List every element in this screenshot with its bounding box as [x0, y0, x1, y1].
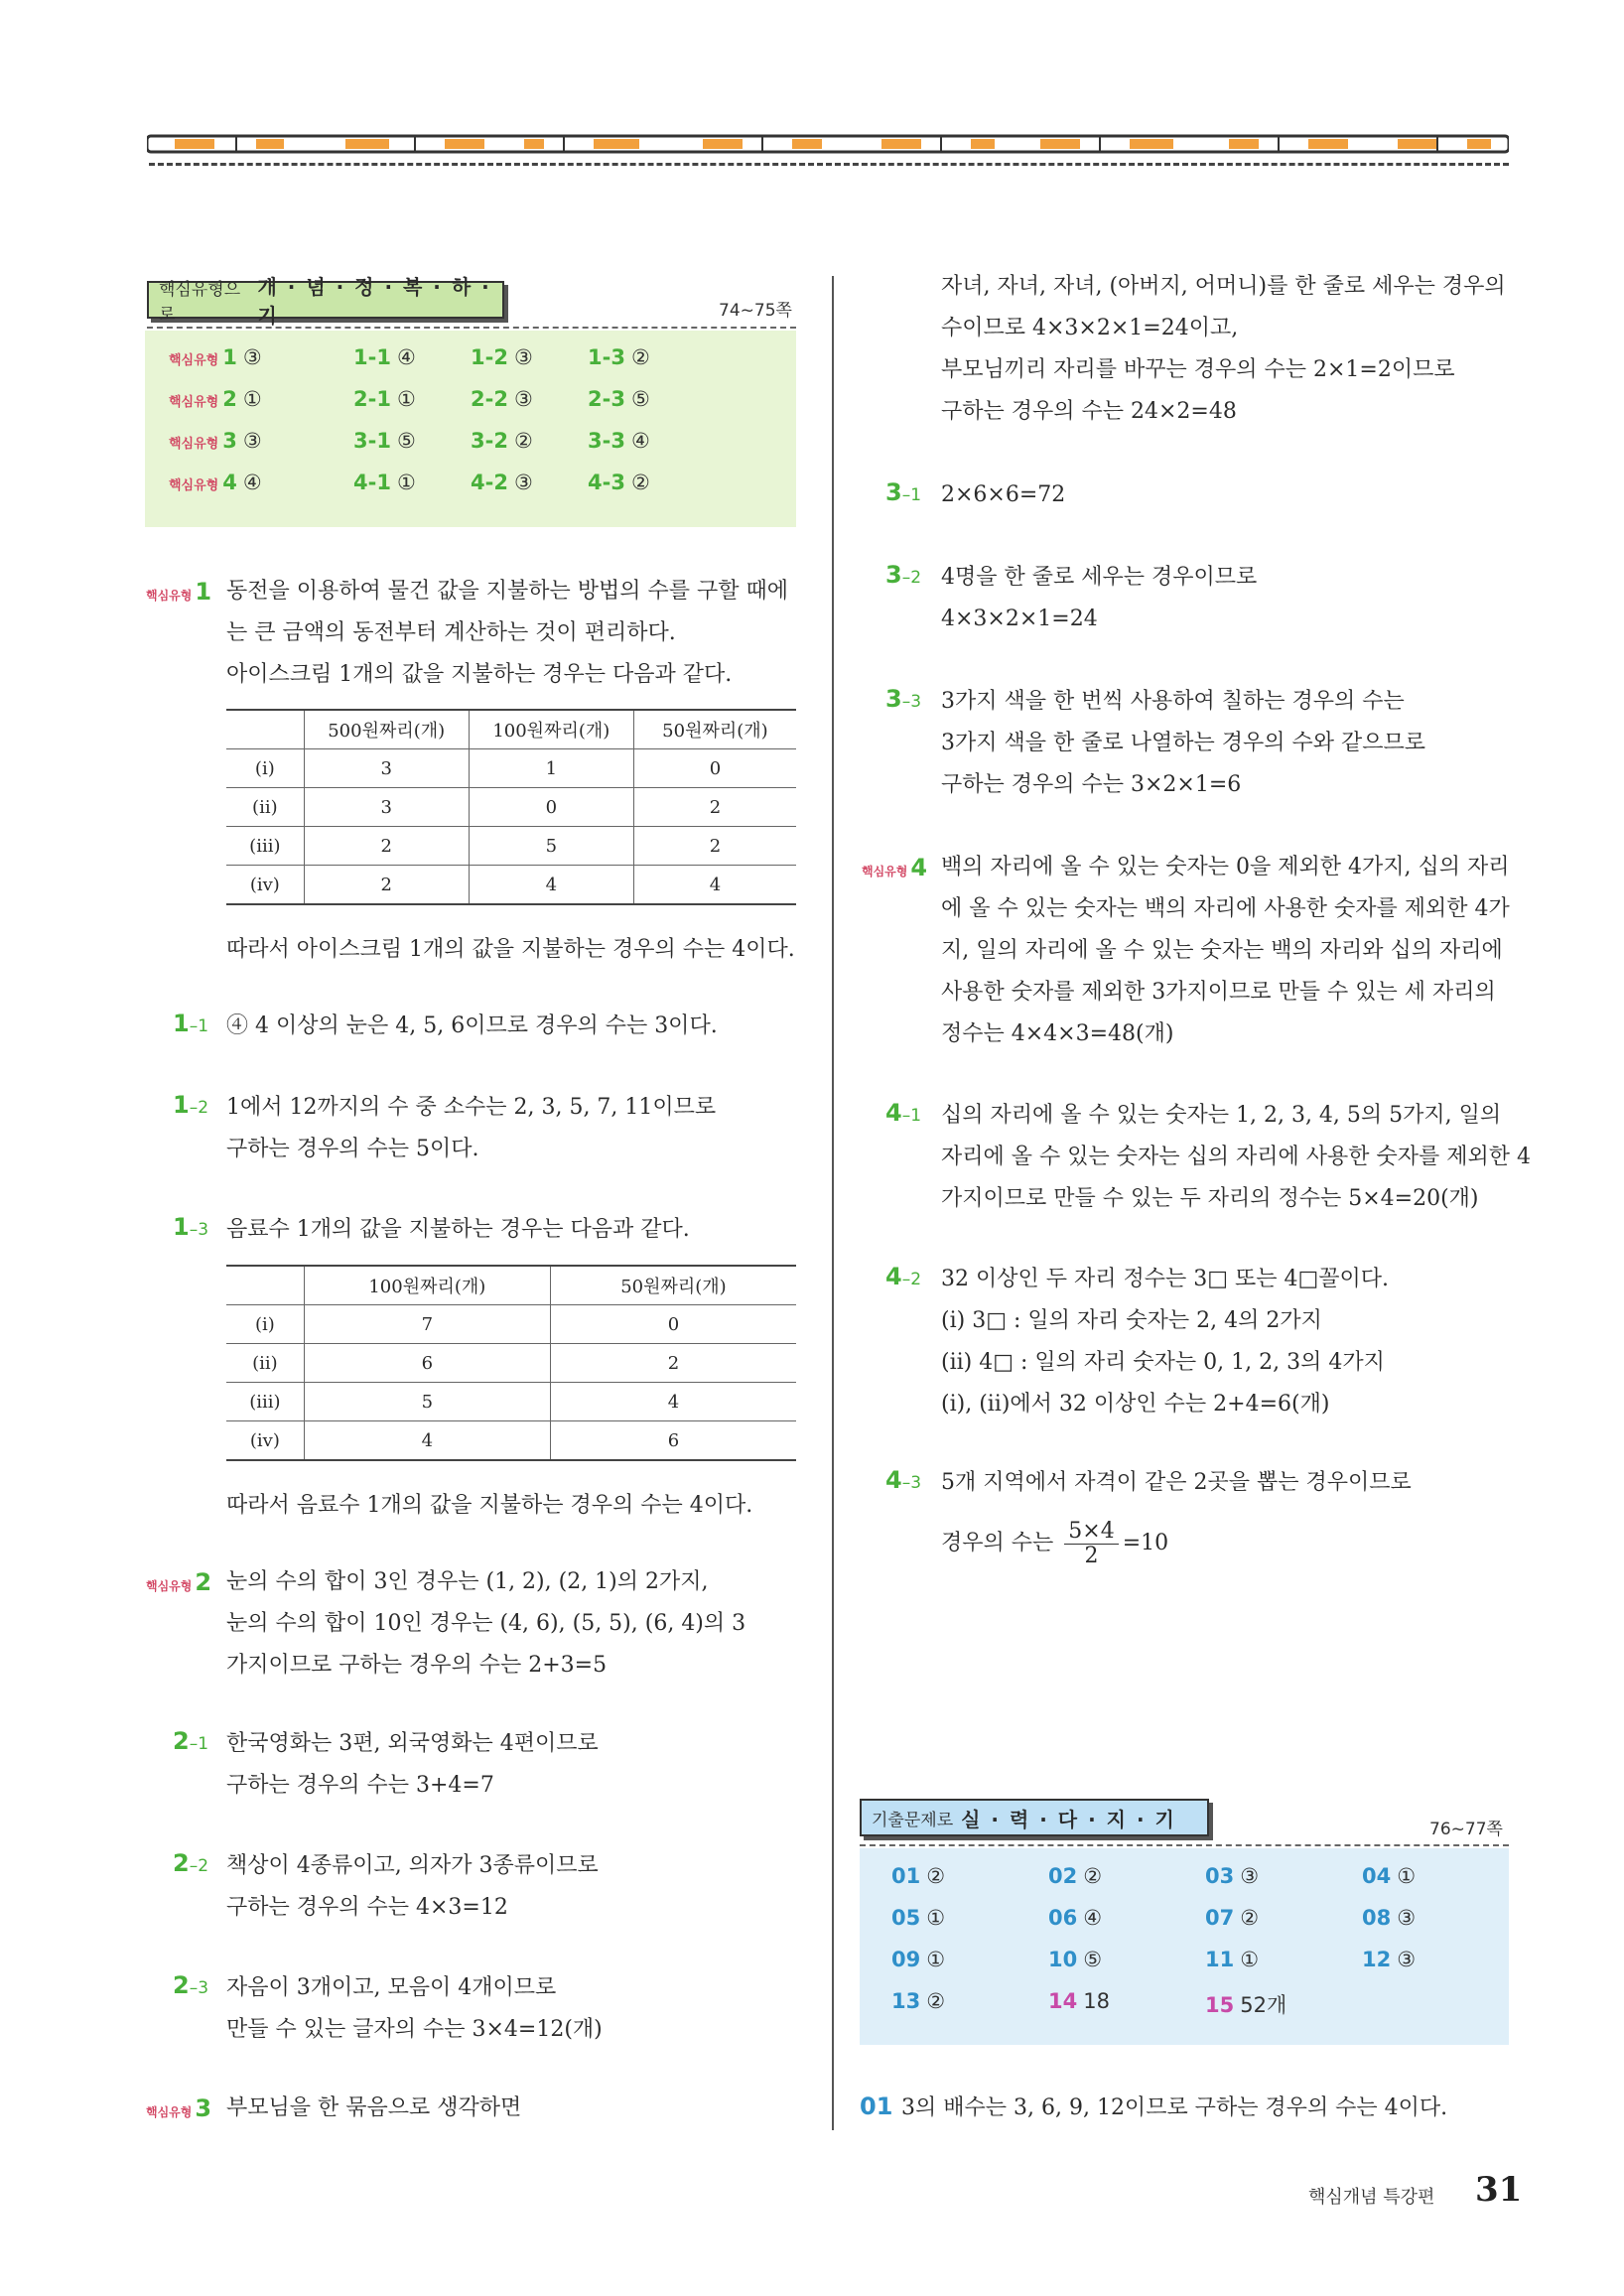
table-cell: 0 — [633, 749, 796, 788]
table-cell: 2 — [550, 1344, 796, 1383]
top-answer-item — [169, 345, 262, 369]
table-row — [226, 1383, 796, 1421]
table-cell: 4 — [304, 1421, 550, 1461]
answer-value: ④ — [630, 429, 650, 453]
answer-value: ① — [926, 1948, 946, 1971]
label-3-3: 3–3 — [885, 685, 922, 713]
bottom-answer-item — [1205, 1948, 1259, 1971]
s2-line2: 눈의 수의 합이 10인 경우는 (4, 6), (5, 5), (6, 4)의 3 — [226, 1611, 746, 1636]
answer-value: ② — [630, 471, 650, 494]
core-number: 1 — [195, 578, 212, 606]
label-1-1: 1–1 — [173, 1010, 209, 1037]
s4-2-line3: (ⅱ) 4□ : 일의 자리 숫자는 0, 1, 2, 3의 4가지 — [941, 1350, 1385, 1375]
label-num: 4 — [885, 1263, 902, 1290]
s2-line1: 눈의 수의 합이 3인 경우는 (1, 2), (2, 1)의 2가지, — [226, 1569, 709, 1594]
s4-3-result: =10 — [1122, 1531, 1169, 1555]
top-answer-item — [471, 471, 533, 494]
bottom-answer-item — [1048, 1864, 1102, 1888]
table-cell: (ⅰ) — [226, 1305, 304, 1344]
fraction-numerator: 5×4 — [1064, 1520, 1118, 1545]
column-divider — [832, 276, 834, 2130]
answer-number: 4-3 — [588, 471, 625, 494]
core-tag: 핵심유형 — [146, 2105, 193, 2119]
answer-number: 12 — [1362, 1948, 1392, 1971]
table-cell: 5 — [304, 1383, 550, 1421]
core-tag: 핵심유형 — [169, 353, 219, 368]
answer-number: 2-1 — [353, 387, 391, 411]
s2-1-line1: 한국영화는 3편, 외국영화는 4편이므로 — [226, 1731, 599, 1756]
core-number: 3 — [195, 2094, 212, 2122]
table-cell — [226, 710, 304, 749]
answer-number: 1 — [222, 345, 237, 369]
table-cell: 50원짜리(개) — [633, 710, 796, 749]
label-sub: 2 — [910, 1270, 922, 1289]
label-sub: 2 — [910, 568, 922, 588]
answer-number: 02 — [1048, 1864, 1078, 1888]
label-sub: 1 — [198, 1734, 209, 1754]
answer-value: ⑤ — [1083, 1948, 1103, 1971]
table-cell: (ⅳ) — [226, 1421, 304, 1461]
table-cell: 100원짜리(개) — [469, 710, 633, 749]
answer-value: ③ — [1397, 1948, 1417, 1971]
core-tag: 핵심유형 — [169, 478, 219, 493]
answer-number: 05 — [891, 1906, 921, 1930]
answer-value: ③ — [1240, 1864, 1260, 1888]
bottom-answer-item — [891, 1906, 945, 1930]
s1-2-line2: 구하는 경우의 수는 5이다. — [226, 1137, 479, 1161]
table-cell: (ⅱ) — [226, 788, 304, 827]
answer-number: 3-3 — [588, 429, 625, 453]
answer-number: 4-1 — [353, 471, 391, 494]
table-cell: 4 — [633, 866, 796, 905]
answer-value: ③ — [242, 429, 262, 453]
label-num: 4 — [885, 1466, 902, 1494]
s3-2-line1: 4명을 한 줄로 세우는 경우이므로 — [941, 565, 1258, 590]
answer-number: 07 — [1205, 1906, 1235, 1930]
s4-2-line2: (ⅰ) 3□ : 일의 자리 숫자는 2, 4의 2가지 — [941, 1308, 1322, 1333]
table-cell: 0 — [550, 1305, 796, 1344]
answer-number: 11 — [1205, 1948, 1235, 1971]
s4-line5: 정수는 4×4×3=48(개) — [941, 1021, 1174, 1046]
label-2-3: 2–3 — [173, 1971, 209, 1999]
top-answer-item — [588, 345, 650, 369]
s3-3-line2: 3가지 색을 한 줄로 나열하는 경우의 수와 같으므로 — [941, 731, 1425, 755]
table-cell: (ⅳ) — [226, 866, 304, 905]
s4-line2: 에 올 수 있는 숫자는 백의 자리에 사용한 숫자를 제외한 4가 — [941, 896, 1510, 921]
core-tag: 핵심유형 — [862, 865, 908, 878]
answer-value: ② — [1083, 1864, 1103, 1888]
s2-1-line2: 구하는 경우의 수는 3+4=7 — [226, 1773, 494, 1798]
table-cell: (ⅱ) — [226, 1344, 304, 1383]
s3-2-line2: 4×3×2×1=24 — [941, 607, 1098, 631]
table-cell: 2 — [633, 827, 796, 866]
answer-value: ③ — [1397, 1906, 1417, 1930]
s1-2-line1: 1에서 12까지의 수 중 소수는 2, 3, 5, 7, 11이므로 — [226, 1095, 717, 1120]
bottom-answer-item — [1362, 1864, 1416, 1888]
core-tag: 핵심유형 — [169, 395, 219, 410]
label-num: 2 — [173, 1971, 190, 1999]
table-cell: (ⅰ) — [226, 749, 304, 788]
core-tag: 핵심유형 — [146, 1579, 193, 1593]
answer-value: ③ — [242, 345, 262, 369]
label-4-3: 4–3 — [885, 1466, 922, 1494]
answer-value: ② — [1240, 1906, 1260, 1930]
table-cell: 3 — [304, 788, 469, 827]
label-01: 01 — [860, 2093, 893, 2120]
table-cell: (ⅲ) — [226, 1383, 304, 1421]
bottom-box-tab — [860, 1799, 1209, 1836]
answer-value: ① — [1397, 1864, 1417, 1888]
table-row — [226, 866, 796, 905]
bottom-answer-item — [1362, 1906, 1416, 1930]
label-num: 4 — [885, 1099, 902, 1127]
table-cell: 0 — [469, 788, 633, 827]
core-number: 4 — [910, 854, 928, 881]
s3-cont-line4: 구하는 경우의 수는 24×2=48 — [941, 399, 1237, 424]
top-answer-item — [588, 471, 650, 494]
s1-3-line2: 따라서 음료수 1개의 값을 지불하는 경우의 수는 4이다. — [226, 1493, 753, 1518]
table-row — [226, 827, 796, 866]
table-row — [226, 788, 796, 827]
top-answer-item — [471, 345, 533, 369]
bottom-answer-item — [1205, 1906, 1259, 1930]
bottom-answer-item — [891, 1948, 945, 1971]
top-answer-item — [471, 387, 533, 411]
label-num: 1 — [173, 1213, 190, 1241]
s3-3-line3: 구하는 경우의 수는 3×2×1=6 — [941, 772, 1242, 797]
s4-1-line3: 가지이므로 만들 수 있는 두 자리의 정수는 5×4=20(개) — [941, 1186, 1479, 1211]
answer-value: ① — [242, 387, 262, 411]
answer-value: ① — [926, 1906, 946, 1930]
answer-value: 18 — [1083, 1989, 1110, 2013]
label-sub: 2 — [198, 1098, 209, 1118]
label-sub: 2 — [198, 1856, 209, 1876]
answer-number: 08 — [1362, 1906, 1392, 1930]
top-answer-item — [471, 429, 533, 453]
bottom-answer-item — [1362, 1948, 1416, 1971]
bottom-answer-item — [1205, 1864, 1259, 1888]
top-box-tab — [147, 275, 504, 328]
core-number: 2 — [195, 1568, 212, 1596]
s1-line2: 는 큰 금액의 동전부터 계산하는 것이 편리하다. — [226, 620, 676, 645]
s4-3-line1: 5개 지역에서 자격이 같은 2곳을 뽑는 경우이므로 — [941, 1470, 1412, 1495]
table-cell: 50원짜리(개) — [550, 1266, 796, 1305]
answer-value: ⑤ — [396, 429, 416, 453]
bottom-answer-item — [1205, 1989, 1286, 2019]
header-dashed-line — [149, 163, 1509, 166]
answer-value: ① — [1240, 1948, 1260, 1971]
label-sub: 3 — [198, 1978, 209, 1998]
answer-value: ④ — [1083, 1906, 1103, 1930]
answer-value: ① — [396, 471, 416, 494]
top-answer-item — [353, 429, 416, 453]
top-answer-item — [588, 429, 650, 453]
table-header-row — [226, 710, 796, 749]
label-sub: 1 — [910, 485, 922, 505]
s1-3-line1: 음료수 1개의 값을 지불하는 경우는 다음과 같다. — [226, 1217, 690, 1242]
core-2-label — [146, 1568, 211, 1596]
label-sub: 3 — [198, 1220, 209, 1240]
answer-value: ⑤ — [630, 387, 650, 411]
answer-number: 03 — [1205, 1864, 1235, 1888]
s3-cont-line3: 부모님끼리 자리를 바꾸는 경우의 수는 2×1=2이므로 — [941, 357, 1455, 382]
bottom-answer-item — [891, 1864, 945, 1888]
bottom-answer-item — [1048, 1989, 1110, 2013]
label-num: 2 — [173, 1727, 190, 1755]
top-box-pages: 74~75쪽 — [719, 301, 792, 321]
fraction-denominator: 2 — [1084, 1543, 1099, 1568]
label-num: 1 — [173, 1091, 190, 1119]
top-answer-item — [169, 387, 262, 411]
s4-2-line1: 32 이상인 두 자리 정수는 3□ 또는 4□꼴이다. — [941, 1267, 1390, 1291]
top-box-tag: 핵심유형으로 — [159, 280, 241, 325]
s1-1-line1: ④ 4 이상의 눈은 4, 5, 6이므로 경우의 수는 3이다. — [226, 1013, 718, 1038]
table-row — [226, 749, 796, 788]
label-sub: 1 — [198, 1016, 209, 1036]
s2-line3: 가지이므로 구하는 경우의 수는 2+3=5 — [226, 1653, 608, 1678]
page-number: 31 — [1475, 2170, 1523, 2210]
top-box-dash — [147, 327, 796, 329]
s1-line1: 동전을 이용하여 물건 값을 지불하는 방법의 수를 구할 때에 — [226, 579, 788, 604]
drink-table — [226, 1265, 796, 1461]
answer-number: 1-2 — [471, 345, 508, 369]
table-row — [226, 1421, 796, 1461]
table-cell: 6 — [550, 1421, 796, 1461]
table-row — [226, 1305, 796, 1344]
header-ribbon — [147, 133, 1509, 155]
answer-number: 2 — [222, 387, 237, 411]
top-answer-item — [588, 387, 650, 411]
bottom-box-pages: 76~77쪽 — [1429, 1820, 1503, 1839]
label-sub: 3 — [910, 692, 922, 712]
answer-number: 2-2 — [471, 387, 508, 411]
answer-value: ② — [926, 1864, 946, 1888]
bottom-answer-item — [1048, 1906, 1102, 1930]
table-cell: 1 — [469, 749, 633, 788]
s4-1-line1: 십의 자리에 올 수 있는 숫자는 1, 2, 3, 4, 5의 5가지, 일의 — [941, 1103, 1502, 1128]
answer-number: 14 — [1048, 1989, 1078, 2013]
table-cell: 3 — [304, 749, 469, 788]
label-4-2: 4–2 — [885, 1263, 922, 1290]
footer-label: 핵심개념 특강편 — [1308, 2187, 1435, 2208]
answer-value: ② — [926, 1989, 946, 2013]
s3-3-line1: 3가지 색을 한 번씩 사용하여 칠하는 경우의 수는 — [941, 689, 1405, 714]
label-num: 3 — [885, 478, 902, 506]
answer-number: 15 — [1205, 1993, 1235, 2017]
s4-3-text: 경우의 수는 — [941, 1531, 1054, 1555]
bottom-answer-item — [891, 1989, 945, 2013]
answer-number: 4 — [222, 471, 237, 494]
s4-1-line2: 자리에 올 수 있는 숫자는 십의 자리에 사용한 숫자를 제외한 4 — [941, 1145, 1531, 1169]
top-answer-item — [353, 471, 416, 494]
s1-line3: 아이스크림 1개의 값을 지불하는 경우는 다음과 같다. — [226, 662, 733, 687]
answer-value: ③ — [513, 387, 533, 411]
answer-number: 10 — [1048, 1948, 1078, 1971]
answer-number: 1-3 — [588, 345, 625, 369]
label-4-1: 4–1 — [885, 1099, 922, 1127]
core-tag: 핵심유형 — [169, 437, 219, 452]
answer-value: ③ — [513, 345, 533, 369]
s3-line1: 부모님을 한 묶음으로 생각하면 — [226, 2095, 522, 2120]
core-3-label — [146, 2094, 211, 2122]
table-cell: 100원짜리(개) — [304, 1266, 550, 1305]
fraction — [1064, 1520, 1118, 1568]
s3-1-line1: 2×6×6=72 — [941, 482, 1066, 507]
s2-2-line2: 구하는 경우의 수는 4×3=12 — [226, 1895, 508, 1920]
answer-number: 04 — [1362, 1864, 1392, 1888]
top-answer-item — [169, 429, 262, 453]
table-cell: 7 — [304, 1305, 550, 1344]
table-cell: 500원짜리(개) — [304, 710, 469, 749]
core-1-label — [146, 578, 211, 606]
top-answer-item — [353, 387, 416, 411]
top-answer-item — [353, 345, 416, 369]
answer-value: ③ — [513, 471, 533, 494]
core-4-label — [862, 854, 927, 881]
top-answer-item — [169, 471, 262, 494]
answer-value: 52개 — [1240, 1993, 1287, 2017]
s1-line4: 따라서 아이스크림 1개의 값을 지불하는 경우의 수는 4이다. — [226, 937, 795, 962]
answer-value: ④ — [396, 345, 416, 369]
label-num: 3 — [885, 685, 902, 713]
label-2-2: 2–2 — [173, 1849, 209, 1877]
table-row — [226, 1344, 796, 1383]
answer-number: 1-1 — [353, 345, 391, 369]
s4-line4: 사용한 숫자를 제외한 3가지이므로 만들 수 있는 세 자리의 — [941, 980, 1496, 1005]
label-1-2: 1–2 — [173, 1091, 209, 1119]
s2-3-line1: 자음이 3개이고, 모음이 4개이므로 — [226, 1975, 557, 2000]
answer-number: 3-1 — [353, 429, 391, 453]
core-tag: 핵심유형 — [146, 589, 193, 603]
bottom-answer-item — [1048, 1948, 1102, 1971]
table-cell: 2 — [304, 827, 469, 866]
top-box-title: 개 · 념 · 정 · 복 · 하 · 기 — [257, 275, 491, 328]
table-cell: 6 — [304, 1344, 550, 1383]
label-3-2: 3–2 — [885, 561, 922, 589]
label-sub: 3 — [910, 1473, 922, 1493]
bottom-box-title: 실 · 력 · 다 · 지 · 기 — [961, 1807, 1176, 1831]
answer-number: 3-2 — [471, 429, 508, 453]
label-num: 1 — [173, 1010, 190, 1037]
answer-value: ② — [513, 429, 533, 453]
answer-number: 3 — [222, 429, 237, 453]
s4-2-line4: (ⅰ), (ⅱ)에서 32 이상인 수는 2+4=6(개) — [941, 1392, 1330, 1417]
table-cell: 4 — [550, 1383, 796, 1421]
s3-cont-line2: 수이므로 4×3×2×1=24이고, — [941, 316, 1239, 340]
answer-number: 09 — [891, 1948, 921, 1971]
answer-number: 13 — [891, 1989, 921, 2013]
answer-number: 2-3 — [588, 387, 625, 411]
s2-3-line2: 만들 수 있는 글자의 수는 3×4=12(개) — [226, 2017, 603, 2042]
s4-3-line2 — [941, 1517, 1168, 1570]
bottom-box-tag: 기출문제로 — [872, 1810, 954, 1830]
q01-line1: 3의 배수는 3, 6, 9, 12이므로 구하는 경우의 수는 4이다. — [901, 2095, 1448, 2120]
table-header-row — [226, 1266, 796, 1305]
ice-cream-table — [226, 709, 796, 905]
label-num: 3 — [885, 561, 902, 589]
label-2-1: 2–1 — [173, 1727, 209, 1755]
answer-value: ① — [396, 387, 416, 411]
label-sub: 1 — [910, 1106, 922, 1126]
table-cell — [226, 1266, 304, 1305]
label-num: 2 — [173, 1849, 190, 1877]
table-cell: 4 — [469, 866, 633, 905]
answer-number: 01 — [891, 1864, 921, 1888]
answer-number: 06 — [1048, 1906, 1078, 1930]
s2-2-line1: 책상이 4종류이고, 의자가 3종류이므로 — [226, 1853, 599, 1878]
table-cell: (ⅲ) — [226, 827, 304, 866]
answer-value: ② — [630, 345, 650, 369]
answer-value: ④ — [242, 471, 262, 494]
label-1-3: 1–3 — [173, 1213, 209, 1241]
bottom-box-dash — [860, 1844, 1509, 1846]
s4-line3: 지, 일의 자리에 올 수 있는 숫자는 백의 자리와 십의 자리에 — [941, 938, 1503, 963]
label-3-1: 3–1 — [885, 478, 922, 506]
table-cell: 2 — [633, 788, 796, 827]
answer-number: 4-2 — [471, 471, 508, 494]
s3-cont-line1: 자녀, 자녀, 자녀, (아버지, 어머니)를 한 줄로 세우는 경우의 — [941, 274, 1506, 299]
table-cell: 2 — [304, 866, 469, 905]
s4-line1: 백의 자리에 올 수 있는 숫자는 0을 제외한 4가지, 십의 자리 — [941, 855, 1510, 879]
table-cell: 5 — [469, 827, 633, 866]
